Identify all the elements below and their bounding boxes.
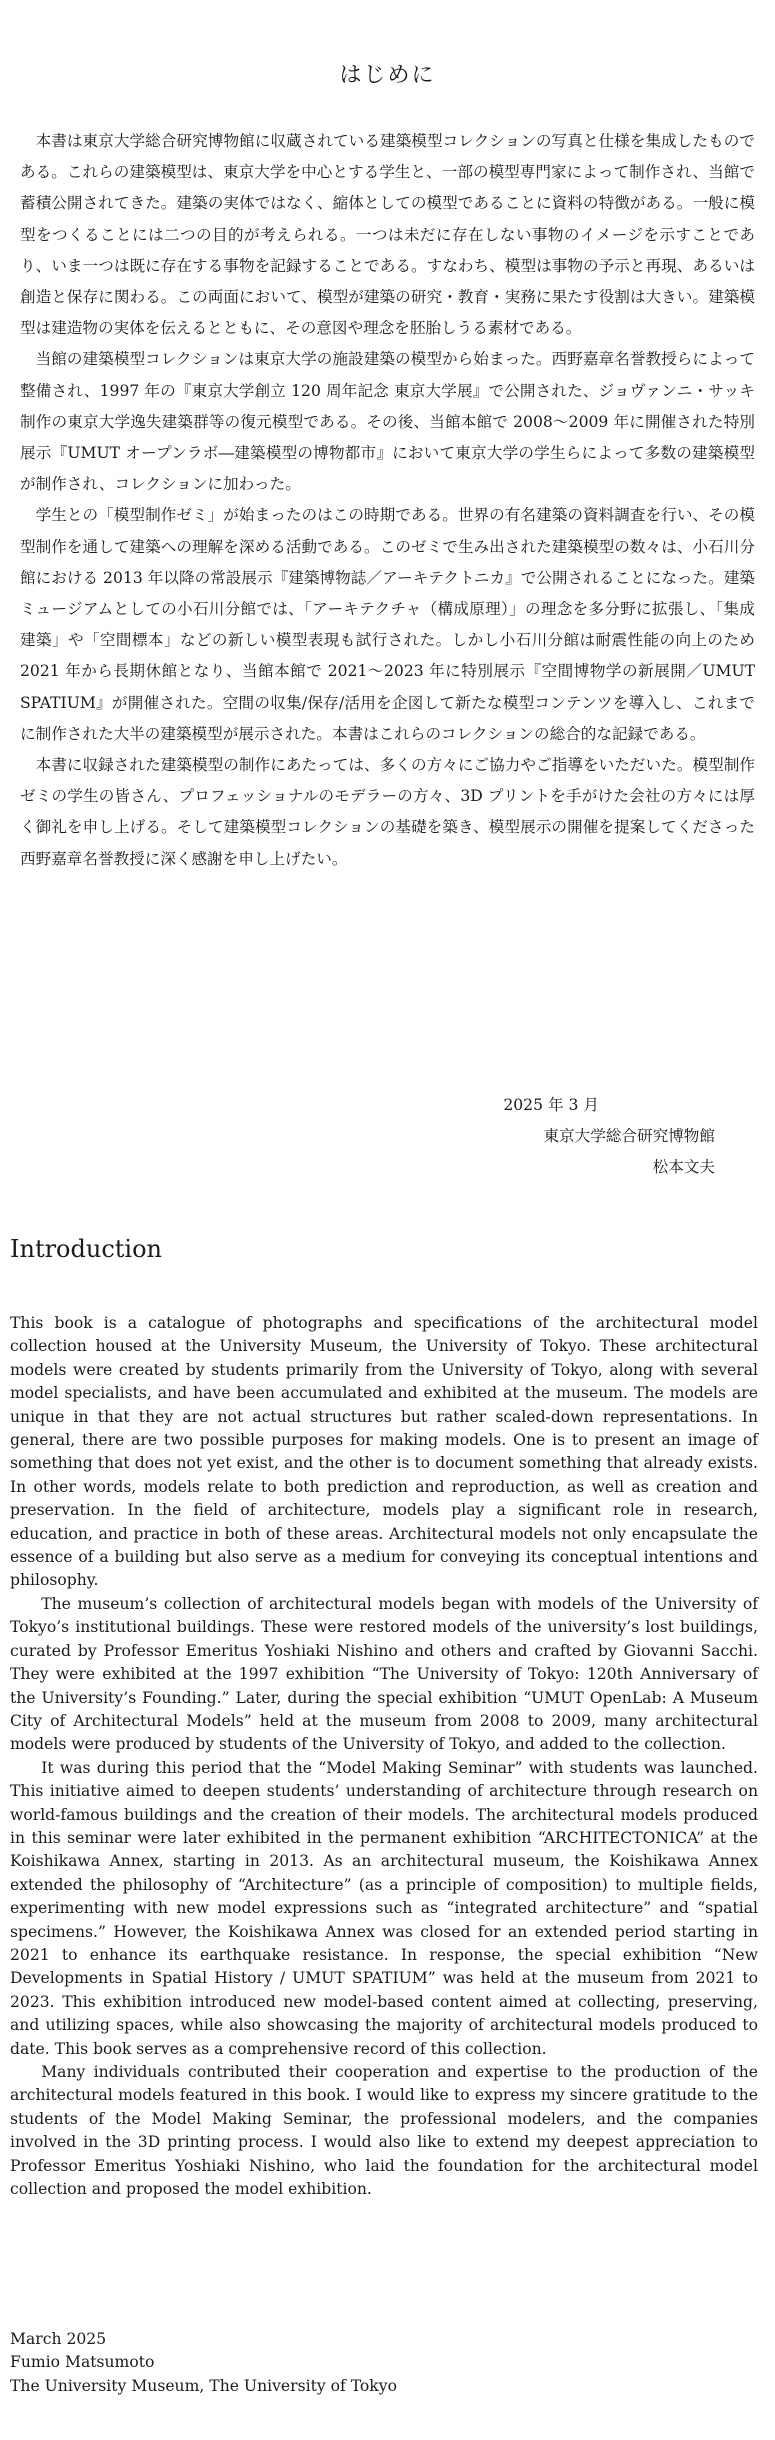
english-paragraph: It was during this period that the “Model Making Seminar” with students was launched. This initiative aimed to deepen students’ understanding of architecture through research on world-famous buildings and the creation of their models. The architectural models produced in this seminar were later exhibited in the permanent exhibition “ARCHITECTONICA” at the Koishikawa Annex, starting in 2013. As an architectural museum, the Koishikawa Annex extended the philosophy of “Architecture” (as a principle of composition) to multiple fields, experimenting with new model expressions such as “integrated architecture” and “spatial specimens.” However, the Koishikawa Annex was closed for an extended period starting in 2021 to enhance its earthquake resistance. In response, the special exhibition “New Developments in Spatial History / UMUT SPATIUM” was held at the museum from 2021 to 2023. This exhibition introduced new model-based content aimed at collecting, preserving, and utilizing spaces, while also showcasing the majority of architectural models produced to date. This book serves as a comprehensive record of this collection.: [10, 1758, 758, 2058]
japanese-signature: [415, 1090, 715, 1184]
english-body: [10, 1312, 758, 2201]
english-signature: [10, 2328, 397, 2398]
japanese-affiliation: 東京大学総合研究博物館: [543, 1127, 715, 1146]
japanese-title: はじめに: [339, 63, 436, 88]
japanese-date: 2025 年 3 月: [503, 1096, 599, 1114]
english-paragraph: The museum’s collection of architectural models began with models of the University of Tokyo’s institutional buildings. These were restored models of the university’s lost buildings, curated by Professor Emeritus Yoshiaki Nishino and others and crafted by Giovanni Sacchi. They were exhibited at the 1997 exhibition “The University of Tokyo: 120th Anniversary of the University’s Founding.” Later, during the special exhibition “UMUT OpenLab: A Museum City of Architectural Models” held at the museum from 2008 to 2009, many architectural models were produced by students of the University of Tokyo, and added to the collection.: [10, 1594, 758, 1754]
english-date: March 2025: [10, 2330, 107, 2348]
english-author: Fumio Matsumoto: [10, 2353, 155, 2372]
japanese-paragraph: 当館の建築模型コレクションは東京大学の施設建築の模型から始まった。西野嘉章名誉教授らによって整備され、1997 年の『東京大学創立 120 周年記念 東京大学展』で公開された、ジョヴァンニ・サッキ制作の東京大学逸失建築群等の復元模型である。その後、当館本館で 2008〜2009 年に開催された特別展示『UMUT オープンラボ―建築模型の博物都市』において東京大学の学生らによって多数の建築模型が制作され、コレクションに加わった。: [20, 350, 755, 494]
english-affiliation: The University Museum, The University of Tokyo: [10, 2376, 397, 2395]
japanese-body: [20, 126, 755, 875]
japanese-paragraph: 本書に収録された建築模型の制作にあたっては、多くの方々にご協力やご指導をいただいた。模型制作ゼミの学生の皆さん、プロフェッショナルのモデラーの方々、3D プリントを手がけた会社の方々には厚く御礼を申し上げる。そして建築模型コレクションの基礎を築き、模型展示の開催を提案してくださった西野嘉章名誉教授に深く感謝を申し上げたい。: [20, 756, 755, 868]
japanese-author: 松本文夫: [652, 1158, 715, 1177]
japanese-paragraph: 学生との「模型制作ゼミ」が始まったのはこの時期である。世界の有名建築の資料調査を行い、その模型制作を通して建築への理解を深める活動である。このゼミで生み出された建築模型の数々は、小石川分館における 2013 年以降の常設展示『建築博物誌／アーキテクトニカ』で公開されることになった。建築ミュージアムとしての小石川分館では、「アーキテクチャ（構成原理）」の理念を多分野に拡張し、「集成建築」や「空間標本」などの新しい模型表現も試行された。しかし小石川分館は耐震性能の向上のため 2021 年から長期休館となり、当館本館で 2021〜2023 年に特別展示『空間博物学の新展開／UMUT SPATIUM』が開催された。空間の収集/保存/活用を企図して新たな模型コンテンツを導入し、これまでに制作された大半の建築模型が展示された。本書はこれらのコレクションの総合的な記録である。: [20, 506, 755, 743]
english-paragraph: Many individuals contributed their cooperation and expertise to the production of the architectural models featured in this book. I would like to express my sincere gratitude to the students of the Model Making Seminar, the professional modelers, and the companies involved in the 3D printing process. I would also like to extend my deepest appreciation to Professor Emeritus Yoshiaki Nishino, who laid the foundation for the architectural model collection and proposed the model exhibition.: [10, 2063, 758, 2199]
english-paragraph: This book is a catalogue of photographs and specifications of the architectural model collection housed at the University Museum, the University of Tokyo. These architectural models were created by students primarily from the University of Tokyo, along with several model specialists, and have been accumulated and exhibited at the museum. The models are unique in that they are not actual structures but rather scaled-down representations. In general, there are two possible purposes for making models. One is to present an image of something that does not yet exist, and the other is to document something that already exists. In other words, models relate to both prediction and reproduction, as well as creation and preservation. In the field of architecture, models play a significant role in research, education, and practice in both of these areas. Architectural models not only encapsulate the essence of a building but also serve as a medium for conveying its conceptual intentions and philosophy.: [10, 1314, 758, 1590]
english-title: Introduction: [10, 1235, 162, 1263]
japanese-paragraph: 本書は東京大学総合研究博物館に収蔵されている建築模型コレクションの写真と仕様を集成したものである。これらの建築模型は、東京大学を中心とする学生と、一部の模型専門家によって制作され、当館で蓄積公開されてきた。建築の実体ではなく、縮体としての模型であることに資料の特徴がある。一般に模型をつくることには二つの目的が考えられる。一つは未だに存在しない事物のイメージを示すことであり、いま一つは既に存在する事物を記録することである。すなわち、模型は事物の予示と再現、あるいは創造と保存に関わる。この両面において、模型が建築の研究・教育・実務に果たす役割は大きい。建築模型は建造物の実体を伝えるとともに、その意図や理念を胚胎しうる素材である。: [20, 132, 755, 338]
